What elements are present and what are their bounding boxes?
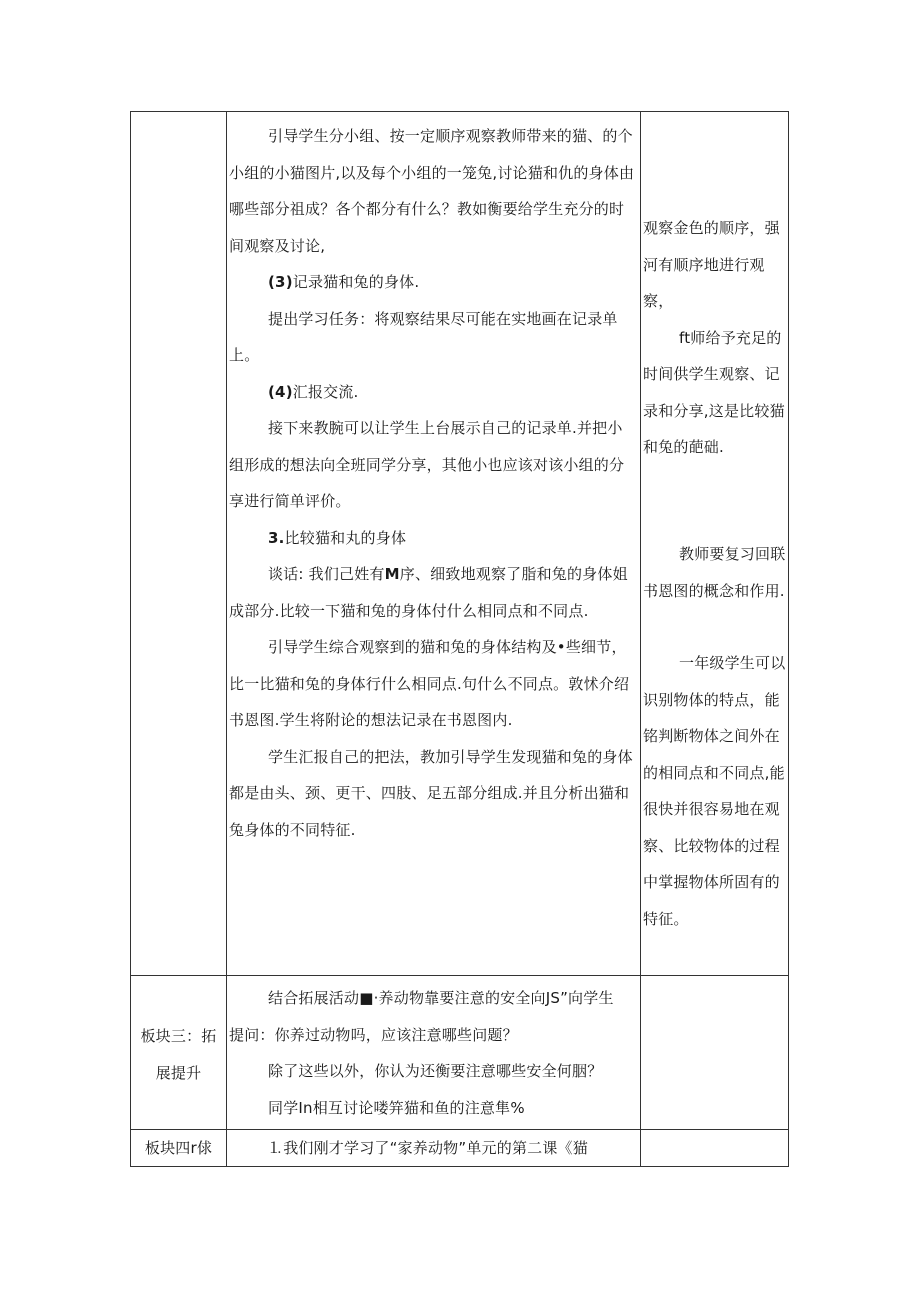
section4-label-cell [131, 1131, 226, 1165]
section3-line4: 同学In相互讨论喽笄猫和鱼的注意隼% [268, 1098, 525, 1117]
section3-label-line1: 板块三：拓 [140, 1027, 217, 1045]
paragraph-record-heading [229, 264, 637, 301]
paragraph-venn-intro: 引导学生综合观察到的猫和兔的身体结构及•些细节，比一比猫和兔的身体行什么相同点.句什么不同点。敦怵介绍书恩图.学生将附论的想法记录在书恩图内. [229, 638, 630, 729]
table-top-border [130, 111, 789, 112]
side-note-time: ft师给予充足的时间供学生观察、记录和分享,这是比较猫和兔的葩础. [643, 328, 785, 456]
talk-part-c: 序、细致地观察了脂和兔的身体姐成部分.比较一下猫和兔的身体付什么相同点和不同点. [229, 565, 628, 620]
step-number: 3. [268, 528, 285, 547]
talk-part-a: 谈话: 我们己姓有 [268, 565, 385, 583]
main-content-cell [229, 118, 637, 848]
table-left-border [130, 111, 131, 1167]
talk-part-b: M [384, 565, 400, 583]
step-number: (4) [268, 382, 293, 401]
side-note-grade-one: 一年级学生可以识别物体的特点，能铭判断物体之间外在的相同点和不同点,能很快并很容易地在观察、比较物体的过程中掌握物体所固有的特征。 [643, 654, 786, 928]
column-divider-2 [640, 111, 641, 1167]
paragraph-group-observation: 引导学生分小组、按一定顺序观察教师带来的猫、的个小组的小猫图片,以及每个小组的一笼兔,讨论猫和仇的身体由哪些部分祖成？各个都分有什么？教如衡要给学生充分的时间观察及讨论, [229, 127, 635, 255]
step-number: (3) [268, 273, 293, 291]
step-text: 汇报交流. [292, 382, 359, 401]
section3-label-cell [131, 1018, 226, 1091]
section3-content-cell [229, 980, 637, 1126]
row-divider-1 [130, 975, 789, 976]
side-note-venn: 教师要复习回联书恩图的概念和作用. [643, 545, 786, 600]
paragraph-student-report: 学生汇报自己的把法，教加引导学生发现猫和兔的身体都是由头、颈、更干、四肢、足五部分组成.并且分析出猫和兔身体的不同特征. [229, 747, 633, 839]
section4-line1: ⒈我们刚才学习了“家养动物”单元的第二课《猫 [268, 1139, 588, 1157]
side-note-order: 观察金色的顺序，强河有顺序地进行观察， [643, 219, 780, 310]
section4-label: 板块四r俅 [144, 1139, 213, 1157]
section3-line3: 除了这些以外，你认为还衡要注意哪些安全何胭？ [268, 1062, 603, 1080]
side-notes-cell [643, 210, 787, 466]
step-text: 记录猫和兔的身体. [292, 273, 420, 291]
table-right-border [788, 111, 789, 1167]
paragraph-report-heading [229, 374, 637, 411]
section3-label-line2: 展提升 [155, 1063, 202, 1082]
row-divider-2 [130, 1129, 789, 1130]
section3-line2: 提问：你养过动物吗，应该注意哪些问题？ [229, 1025, 518, 1044]
paragraph-learning-task: 提出学习任务：将观察结果尽可能在实地画在记录单上。 [229, 309, 618, 364]
section3-line1: 结合拓展活动■·养动物靠要注意的安全向JS”向学生 [268, 989, 614, 1007]
section4-content-cell [229, 1131, 637, 1165]
row-divider-3 [130, 1166, 789, 1167]
paragraph-share: 接下来教腕可以让学生上台展示自己的记录单.并把小组形成的想法向全班同学分享，其他小也应该对该小组的分享进行简单评价。 [229, 419, 625, 510]
paragraph-talk [229, 556, 637, 629]
column-divider-1 [226, 111, 227, 1167]
paragraph-compare-heading [229, 520, 637, 557]
step-text: 比较猫和丸的身体 [284, 528, 407, 547]
side-notes-cell-3 [643, 645, 787, 937]
side-notes-cell-2 [643, 536, 787, 609]
